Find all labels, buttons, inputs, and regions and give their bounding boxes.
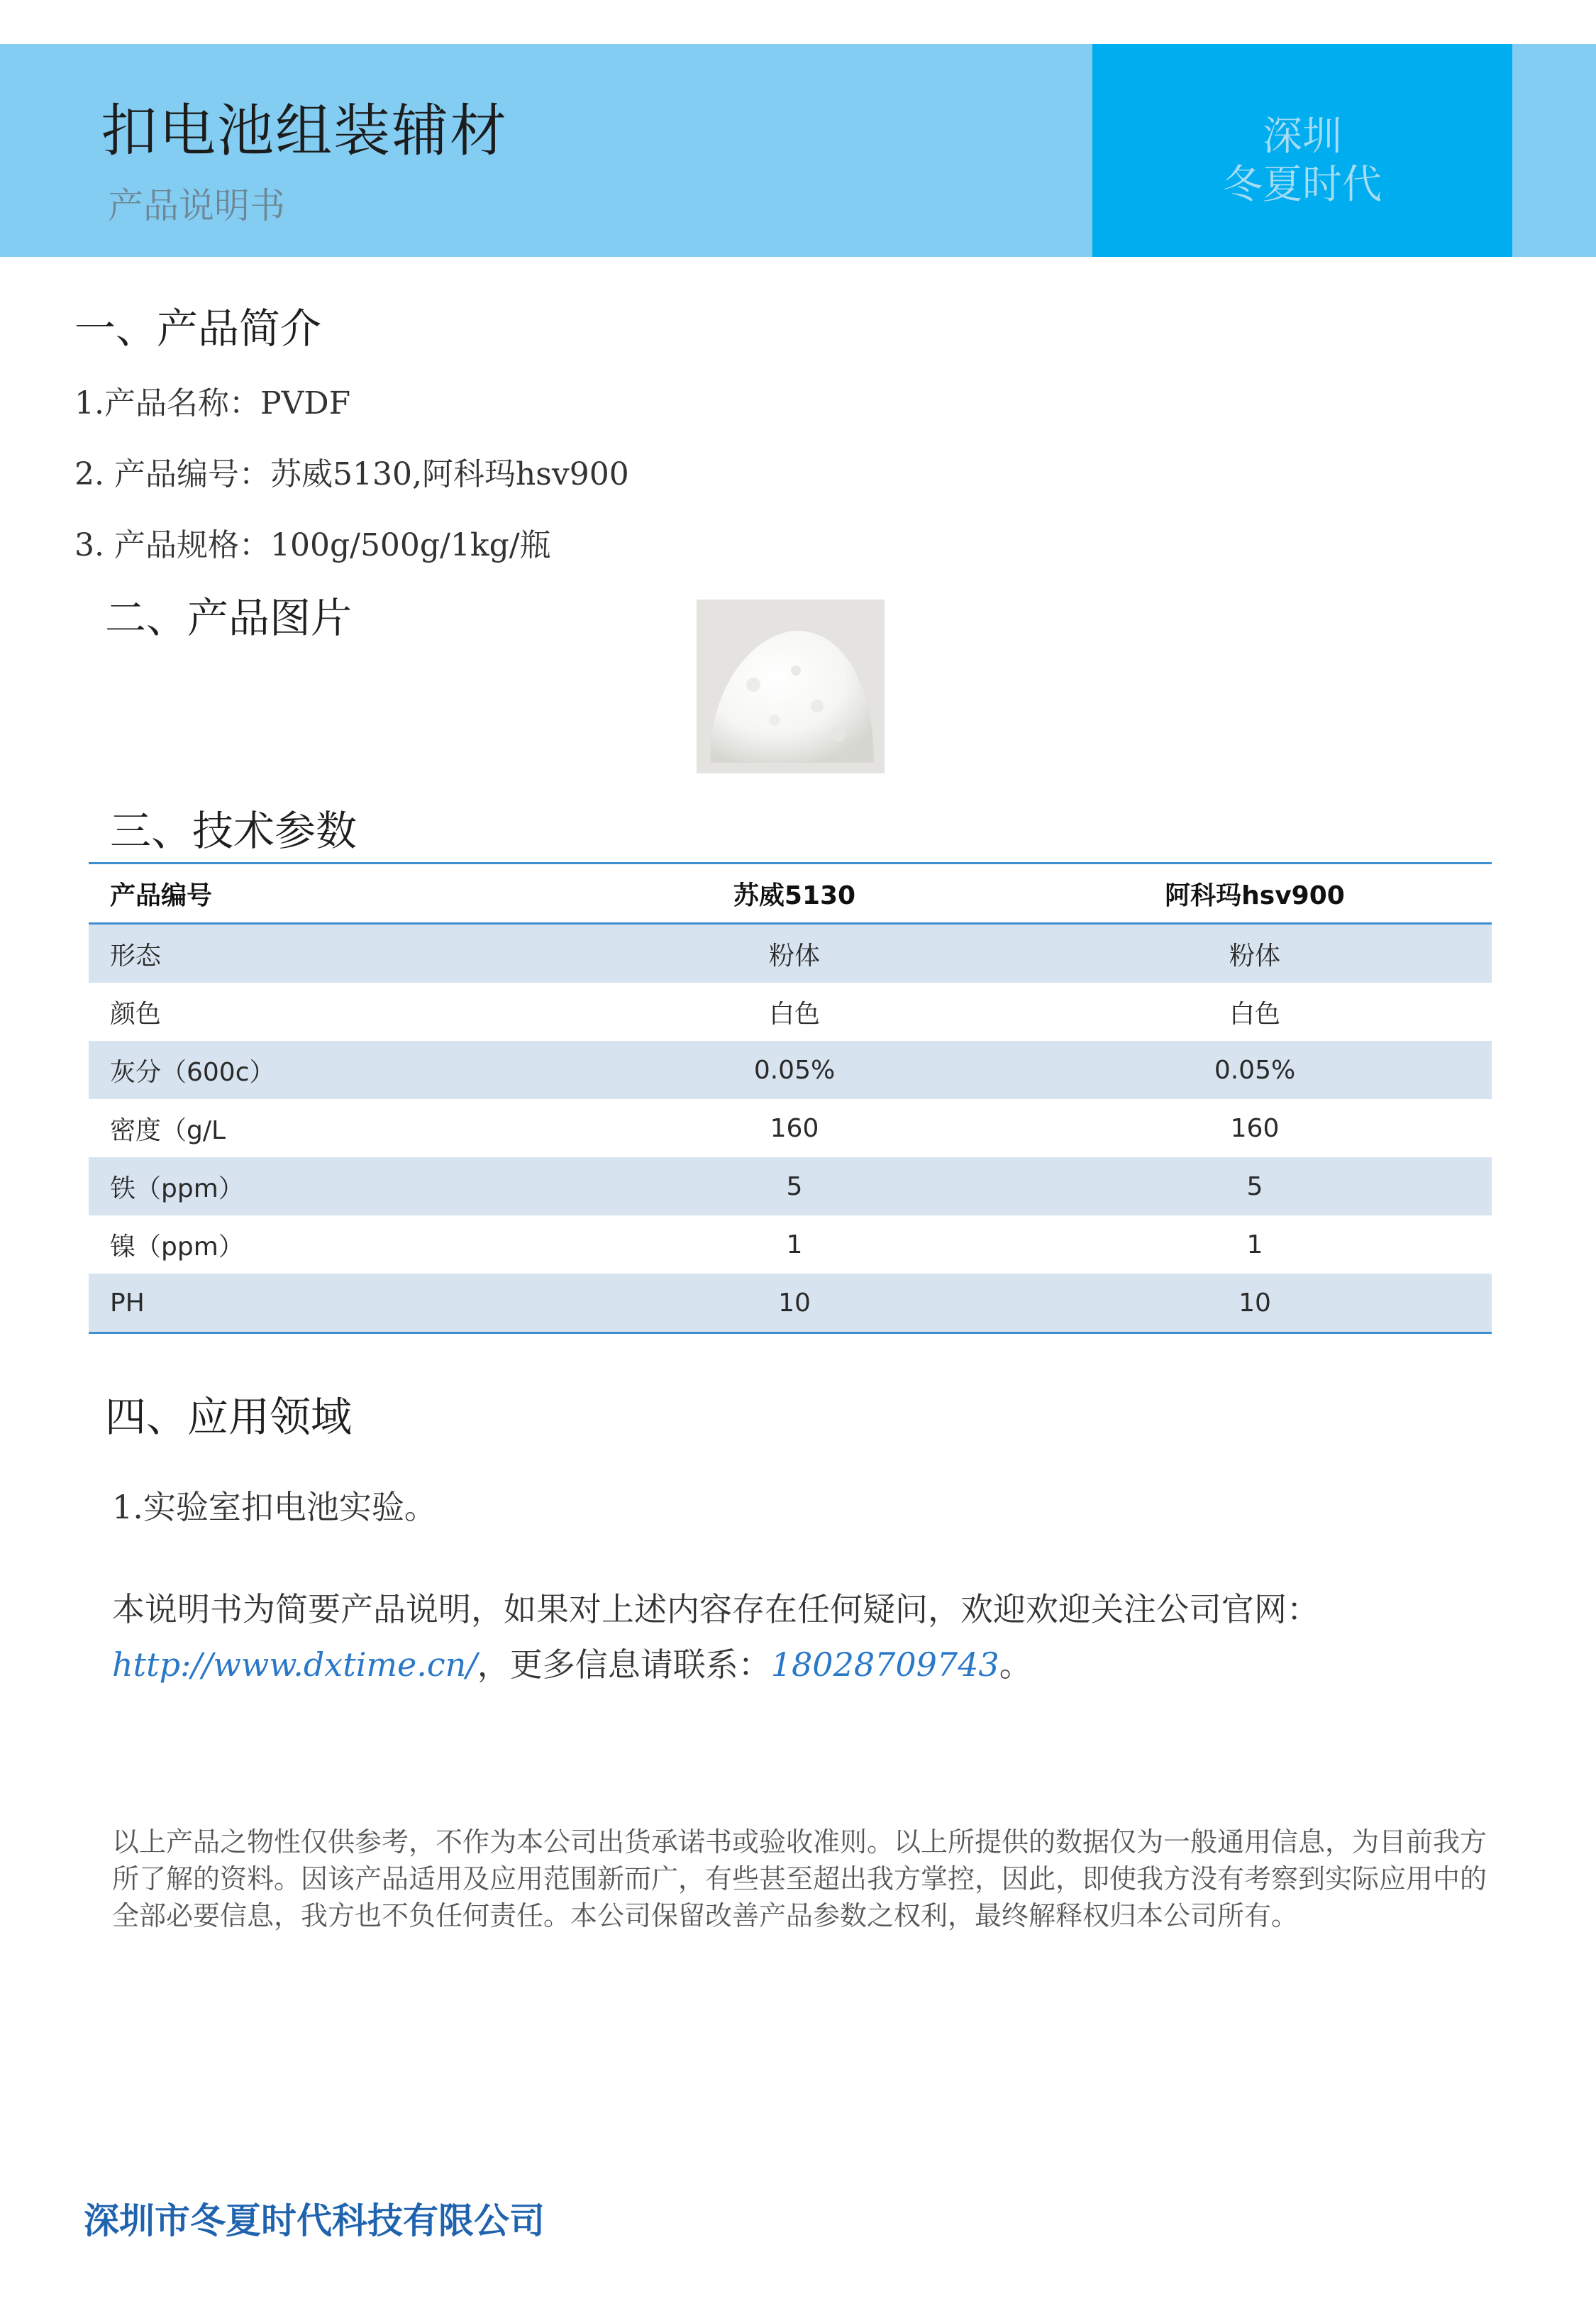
cell-value: 160 <box>1230 1113 1280 1143</box>
section-title-applications: 四、应用领域 <box>105 1393 353 1441</box>
table-row <box>89 1041 1492 1099</box>
cell-value: 1 <box>786 1230 803 1259</box>
cell-value: 5 <box>1018 1157 1492 1215</box>
parameters-table <box>89 862 1492 1334</box>
application-item: 1.实验室扣电池实验。 <box>112 1488 437 1526</box>
contact-end-text: 。 <box>999 1645 1032 1684</box>
row-label: 镍（ppm） <box>110 1232 244 1262</box>
phone-link[interactable]: 18028709743 <box>770 1645 999 1684</box>
product-name-line: 1.产品名称：PVDF <box>74 385 351 421</box>
cell-value: 10 <box>571 1274 1018 1332</box>
table-row <box>89 924 1492 983</box>
section-title-image: 二、产品图片 <box>105 594 353 642</box>
document-subtitle: 产品说明书 <box>108 185 285 226</box>
table-row <box>89 983 1492 1041</box>
contact-middle-text: ，更多信息请联系： <box>477 1645 771 1684</box>
cell-value: 白色 <box>1229 999 1280 1029</box>
website-link[interactable]: http://www.dxtime.cn/ <box>112 1645 477 1684</box>
table-header-row <box>89 864 1492 924</box>
row-label: 形态 <box>89 924 571 983</box>
powder-pile-image <box>697 600 885 773</box>
section-title-intro: 一、产品简介 <box>74 304 322 353</box>
cell-value: 白色 <box>768 999 820 1029</box>
document-title: 扣电池组装辅材 <box>101 98 508 164</box>
row-label: 密度（g/L <box>110 1115 226 1145</box>
disclaimer-text: 以上产品之物性仅供参考，不作为本公司出货承诺书或验收准则。以上所提供的数据仅为一般通用信息，为目前我方所了解的资料。因该产品适用及应用范围新而广，有些甚至超出我方掌控，因此，即使我方没有考察到实际应用中的全部必要信息，我方也不负任何责任。本公司保留改善产品参数之权利，最终解释权归本公司所有。 <box>112 1826 1487 1931</box>
cell-value: 粉体 <box>571 924 1018 983</box>
table-row <box>89 1215 1492 1274</box>
product-code-line: 2. 产品编号：苏威5130,阿科玛hsv900 <box>74 456 629 492</box>
header-solvay-5130: 苏威5130 <box>571 864 1018 924</box>
contact-intro: 本说明书为简要产品说明，如果对上述内容存在任何疑问，欢迎欢迎关注公司官网： <box>112 1590 1319 1628</box>
header-arkema-hsv900: 阿科玛hsv900 <box>1018 864 1492 924</box>
row-label: 颜色 <box>110 999 162 1029</box>
product-spec-line: 3. 产品规格：100g/500g/1kg/瓶 <box>74 527 551 563</box>
cell-value: 粉体 <box>1018 924 1492 983</box>
header-product-code: 产品编号 <box>89 864 571 924</box>
cell-value: 0.05% <box>1018 1041 1492 1099</box>
contact-line <box>112 1639 1032 1686</box>
table-row <box>89 1157 1492 1215</box>
table-row <box>89 1274 1492 1332</box>
cell-value: 10 <box>1018 1274 1492 1332</box>
product-photo <box>697 600 885 773</box>
cell-value: 0.05% <box>571 1041 1018 1099</box>
cell-value: 5 <box>571 1157 1018 1215</box>
row-label: PH <box>89 1274 571 1332</box>
footer-company-name: 深圳市冬夏时代科技有限公司 <box>84 2200 545 2241</box>
cell-value: 1 <box>1246 1230 1263 1259</box>
row-label: 铁（ppm） <box>89 1157 571 1215</box>
cell-value: 160 <box>770 1113 819 1143</box>
section-title-params: 三、技术参数 <box>110 807 358 855</box>
row-label: 灰分（600c） <box>89 1041 571 1099</box>
table-row <box>89 1099 1492 1157</box>
brand-line-2: 冬夏时代 <box>1223 162 1382 208</box>
brand-line-1: 深圳 <box>1263 114 1342 160</box>
